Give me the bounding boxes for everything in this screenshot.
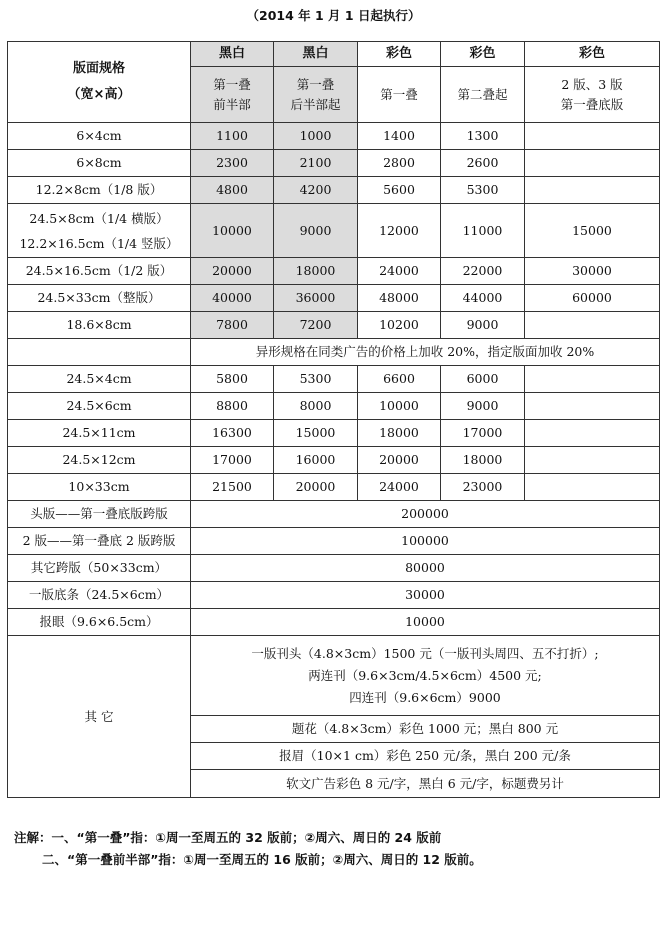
other-line: 四连刊（9.6×6cm）9000 xyxy=(349,689,501,705)
special-label: 报眼（9.6×6.5cm） xyxy=(8,609,191,636)
other-cell-ruanwen: 软文广告彩色 8 元/字，黑白 6 元/字，标题费另计 xyxy=(191,770,660,798)
table-row xyxy=(8,474,660,501)
special-row xyxy=(8,528,660,555)
price-cell: 44000 xyxy=(441,285,525,312)
col-header-bw-front: 黑白 xyxy=(191,42,274,67)
price-cell: 11000 xyxy=(441,204,525,258)
price-cell: 15000 xyxy=(525,204,660,258)
price-cell xyxy=(525,123,660,150)
col-header-color-second: 彩色 xyxy=(441,42,525,67)
special-price: 100000 xyxy=(191,528,660,555)
table-row xyxy=(8,312,660,339)
col-sub-line: 第一叠 xyxy=(296,76,335,92)
special-price: 30000 xyxy=(191,582,660,609)
header-row-top xyxy=(8,42,660,67)
price-cell: 5300 xyxy=(274,366,358,393)
size-cell: 24.5×33cm（整版） xyxy=(8,285,191,312)
price-cell xyxy=(525,393,660,420)
price-cell: 8800 xyxy=(191,393,274,420)
price-cell: 17000 xyxy=(191,447,274,474)
col-sub-color-bottom xyxy=(525,67,660,123)
price-cell: 17000 xyxy=(441,420,525,447)
ad-rate-table xyxy=(7,41,660,798)
price-cell: 16000 xyxy=(274,447,358,474)
size-cell xyxy=(8,204,191,258)
table-row xyxy=(8,150,660,177)
price-cell: 23000 xyxy=(441,474,525,501)
col-header-bw-back: 黑白 xyxy=(274,42,358,67)
price-cell xyxy=(525,312,660,339)
col-sub-line: 2 版、3 版 xyxy=(561,76,623,92)
price-cell: 6600 xyxy=(358,366,441,393)
other-cell-tihua: 题花（4.8×3cm）彩色 1000 元；黑白 800 元 xyxy=(191,716,660,743)
special-label: 一版底条（24.5×6cm） xyxy=(8,582,191,609)
price-cell: 7200 xyxy=(274,312,358,339)
table-row xyxy=(8,123,660,150)
price-cell: 10200 xyxy=(358,312,441,339)
table-row xyxy=(8,393,660,420)
other-row xyxy=(8,636,660,716)
special-row xyxy=(8,501,660,528)
price-cell: 5300 xyxy=(441,177,525,204)
note-line: 注解：一、“第一叠”指：①周一至周五的 32 版前；②周六、周日的 24 版前 xyxy=(14,830,442,845)
price-cell: 20000 xyxy=(191,258,274,285)
special-price: 80000 xyxy=(191,555,660,582)
price-cell xyxy=(525,474,660,501)
col-sub-line: 前半部 xyxy=(213,96,251,112)
table-row xyxy=(8,447,660,474)
price-cell: 8000 xyxy=(274,393,358,420)
price-cell: 10000 xyxy=(358,393,441,420)
price-cell: 22000 xyxy=(441,258,525,285)
price-cell: 9000 xyxy=(274,204,358,258)
size-cell: 24.5×16.5cm（1/2 版） xyxy=(8,258,191,285)
size-cell: 18.6×8cm xyxy=(8,312,191,339)
other-line: 一版刊头（4.8×3cm）1500 元（一版刊头周四、五不打折）; xyxy=(251,645,599,661)
price-cell xyxy=(525,447,660,474)
table-row xyxy=(8,420,660,447)
price-cell: 10000 xyxy=(191,204,274,258)
price-cell: 1000 xyxy=(274,123,358,150)
price-cell: 36000 xyxy=(274,285,358,312)
spec-header-unit: （宽×高） xyxy=(67,87,131,102)
special-row xyxy=(8,555,660,582)
spec-header xyxy=(8,42,191,123)
price-cell: 2600 xyxy=(441,150,525,177)
table-row xyxy=(8,285,660,312)
notes-section xyxy=(14,827,482,871)
price-cell: 7800 xyxy=(191,312,274,339)
other-line: 两连刊（9.6×3cm/4.5×6cm）4500 元; xyxy=(308,667,542,683)
price-cell: 16300 xyxy=(191,420,274,447)
price-cell: 48000 xyxy=(358,285,441,312)
special-price: 200000 xyxy=(191,501,660,528)
table-row xyxy=(8,204,660,258)
price-cell: 40000 xyxy=(191,285,274,312)
irregular-note-row xyxy=(8,339,660,366)
empty-cell xyxy=(8,339,191,366)
col-sub-color-second: 第二叠起 xyxy=(441,67,525,123)
document-subtitle: （2014 年 1 月 1 日起执行） xyxy=(246,8,421,23)
irregular-note: 异形规格在同类广告的价格上加收 20%，指定版面加收 20% xyxy=(191,339,660,366)
price-cell xyxy=(525,150,660,177)
col-header-color-first: 彩色 xyxy=(358,42,441,67)
col-sub-color-first: 第一叠 xyxy=(358,67,441,123)
price-cell: 5800 xyxy=(191,366,274,393)
price-cell: 9000 xyxy=(441,312,525,339)
price-cell xyxy=(525,420,660,447)
price-cell: 15000 xyxy=(274,420,358,447)
price-cell: 2300 xyxy=(191,150,274,177)
size-cell: 10×33cm xyxy=(8,474,191,501)
col-sub-bw-front xyxy=(191,67,274,123)
size-cell: 24.5×12cm xyxy=(8,447,191,474)
price-cell: 1400 xyxy=(358,123,441,150)
size-cell: 24.5×4cm xyxy=(8,366,191,393)
price-cell: 18000 xyxy=(441,447,525,474)
price-cell: 12000 xyxy=(358,204,441,258)
price-cell xyxy=(525,366,660,393)
price-cell: 1300 xyxy=(441,123,525,150)
price-cell: 1100 xyxy=(191,123,274,150)
size-cell: 6×4cm xyxy=(8,123,191,150)
col-sub-line: 后半部起 xyxy=(290,96,341,112)
price-cell: 20000 xyxy=(358,447,441,474)
price-cell: 24000 xyxy=(358,258,441,285)
size-line: 24.5×8cm（1/4 横版） xyxy=(29,210,169,226)
table-row xyxy=(8,366,660,393)
price-cell: 4200 xyxy=(274,177,358,204)
size-cell: 24.5×6cm xyxy=(8,393,191,420)
price-cell: 60000 xyxy=(525,285,660,312)
size-cell: 24.5×11cm xyxy=(8,420,191,447)
price-cell: 4800 xyxy=(191,177,274,204)
spec-header-label: 版面规格 xyxy=(72,61,125,76)
price-cell: 21500 xyxy=(191,474,274,501)
col-sub-line: 第一叠 xyxy=(213,76,251,92)
special-label: 其它跨版（50×33cm） xyxy=(8,555,191,582)
size-line: 12.2×16.5cm（1/4 竖版） xyxy=(19,235,179,251)
other-cell-baomei: 报眉（10×1 cm）彩色 250 元/条，黑白 200 元/条 xyxy=(191,743,660,770)
price-cell: 20000 xyxy=(274,474,358,501)
special-label: 2 版——第一叠底 2 版跨版 xyxy=(8,528,191,555)
price-cell: 2800 xyxy=(358,150,441,177)
special-label: 头版——第一叠底版跨版 xyxy=(8,501,191,528)
size-cell: 6×8cm xyxy=(8,150,191,177)
price-cell: 30000 xyxy=(525,258,660,285)
col-sub-bw-back xyxy=(274,67,358,123)
price-cell: 24000 xyxy=(358,474,441,501)
price-cell: 18000 xyxy=(358,420,441,447)
special-row xyxy=(8,609,660,636)
col-sub-line: 第一叠底版 xyxy=(560,96,624,112)
price-cell: 18000 xyxy=(274,258,358,285)
col-header-color-bottom: 彩色 xyxy=(525,42,660,67)
table-row xyxy=(8,258,660,285)
other-label: 其 它 xyxy=(8,636,191,798)
special-row xyxy=(8,582,660,609)
price-cell xyxy=(525,177,660,204)
table-row xyxy=(8,177,660,204)
price-cell: 2100 xyxy=(274,150,358,177)
price-cell: 6000 xyxy=(441,366,525,393)
price-cell: 9000 xyxy=(441,393,525,420)
price-cell: 5600 xyxy=(358,177,441,204)
note-line: 二、“第一叠前半部”指：①周一至周五的 16 版前；②周六、周日的 12 版前。 xyxy=(42,852,482,867)
size-cell: 12.2×8cm（1/8 版） xyxy=(8,177,191,204)
special-price: 10000 xyxy=(191,609,660,636)
other-cell-publication xyxy=(191,636,660,716)
